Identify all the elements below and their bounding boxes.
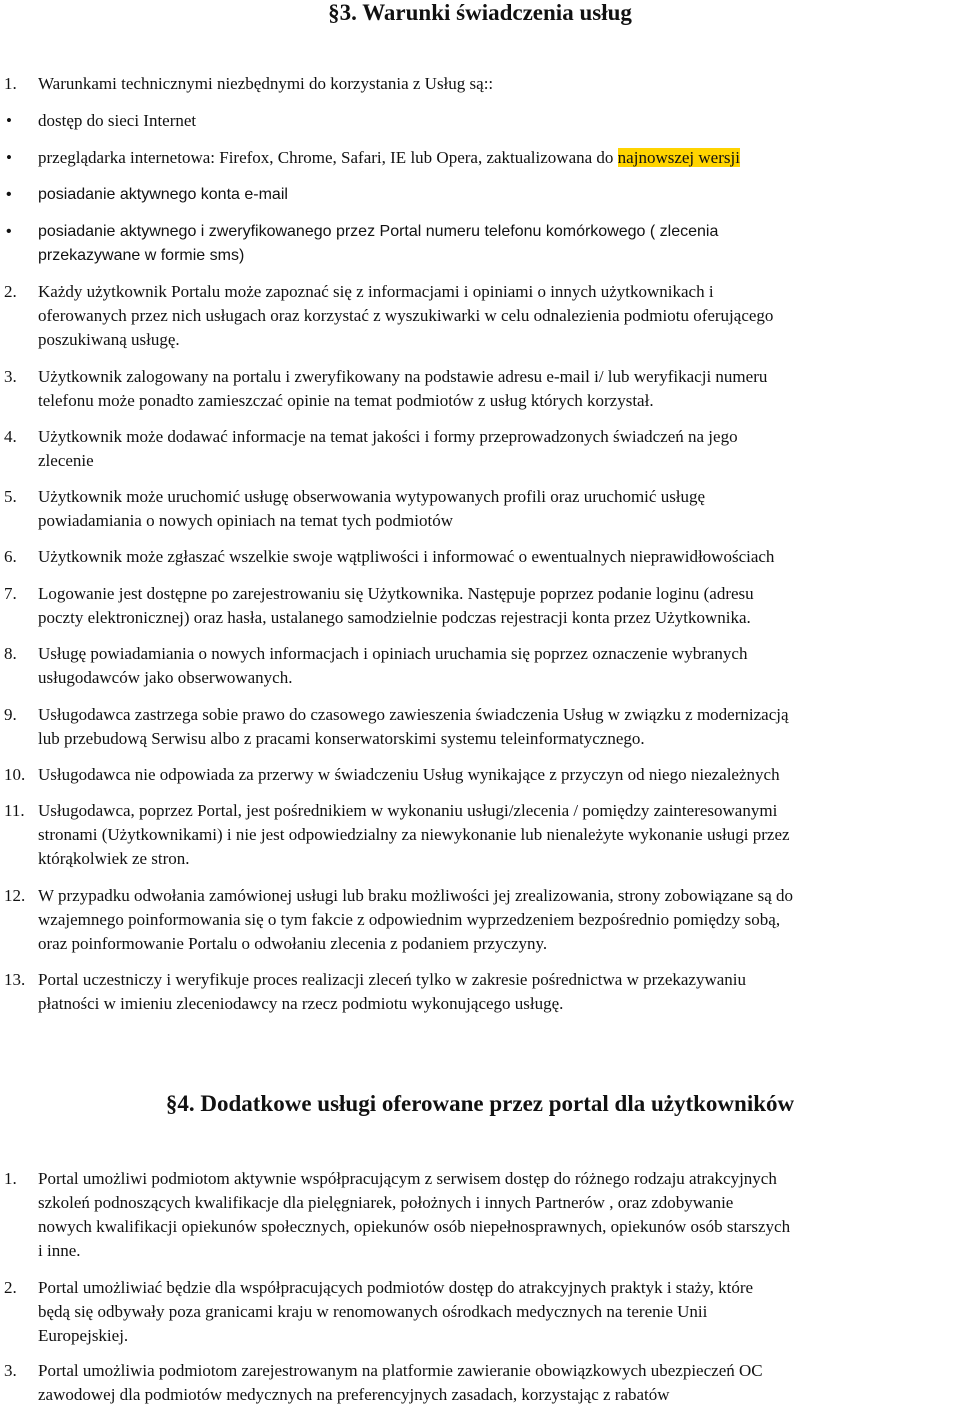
item-number: 3. (4, 1361, 17, 1380)
item-text: stronami (Użytkownikami) i nie jest odpowiedzialny za niewykonanie lub nienależyte wykonanie usługi przez (38, 825, 790, 844)
item-text: Użytkownik zalogowany na portalu i zweryfikowany na podstawie adresu e-mail i/ lub weryfikacji numeru (38, 367, 768, 386)
item-text: poszukiwaną usługę. (38, 330, 180, 349)
item-text: lub przebudową Serwisu albo z pracami konserwatorskimi systemu teleinformatycznego. (38, 729, 645, 748)
item-text: oferowanych przez nich usługach oraz korzystać z wyszukiwarki w celu odnalezienia podmiotu oferującego (38, 306, 774, 325)
item-number: 1. (4, 74, 17, 93)
item-number: 13. (4, 970, 26, 989)
item-text: Użytkownik może dodawać informacje na temat jakości i formy przeprowadzonych świadczeń na jego (38, 427, 738, 446)
item-text: W przypadku odwołania zamówionej usługi lub braku możliwości jej zrealizowania, strony zobowiązane są do (38, 886, 794, 905)
item-number: 2. (4, 282, 17, 301)
item-number: 9. (4, 705, 17, 724)
item-text: którąkolwiek ze stron. (38, 849, 190, 868)
item-text: Logowanie jest dostępne po zarejestrowaniu się Użytkownika. Następuje poprzez podanie loginu (adresu (38, 584, 754, 603)
item-number: 6. (4, 547, 17, 566)
item-text: wzajemnego poinformowania się o tym fakcie z odpowiednim wyprzedzeniem bezpośrednio pomiędzy sobą, (38, 910, 781, 929)
item-text: Usługodawca, poprzez Portal, jest pośrednikiem w wykonaniu usługi/zlecenia / pomiędzy zainteresowanymi (38, 801, 778, 820)
item-text: usługodawców jako obserwowanych. (38, 668, 293, 687)
item-text: Usługodawca zastrzega sobie prawo do czasowego zawieszenia świadczenia Usług w związku z modernizacją (38, 705, 789, 724)
item-text: powiadamiania o nowych opiniach na temat tych podmiotów (38, 511, 453, 530)
item-text: nowych kwalifikacji opiekunów społecznych, opiekunów osób niepełnosprawnych, opiekunów osób starszych (38, 1217, 791, 1236)
item-text: i inne. (38, 1241, 81, 1260)
item-number: 8. (4, 644, 17, 663)
item-text: oraz poinformowanie Portalu o odwołaniu zlecenia z podaniem przyczyny. (38, 934, 548, 953)
bullet-text: przekazywane w formie sms) (38, 247, 245, 264)
item-number: 1. (4, 1169, 17, 1188)
item-text: będą się odbywały poza granicami kraju w renomowanych ośrodkach medycznych na terenie Unii (38, 1302, 708, 1321)
bullet-text: posiadanie aktywnego i zweryfikowanego przez Portal numeru telefonu komórkowego ( zlecenia (38, 223, 719, 240)
bullet-icon: • (6, 223, 12, 240)
item-text: Usługę powiadamiania o nowych informacjach i opiniach uruchamia się poprzez oznaczenie wybranych (38, 644, 748, 663)
item-text: Każdy użytkownik Portalu może zapoznać się z informacjami i opiniami o innych użytkownikach i (38, 282, 714, 301)
item-text: Usługodawca nie odpowiada za przerwy w świadczeniu Usług wynikające z przyczyn od niego niezależnych (38, 765, 780, 784)
bullet-icon: • (6, 111, 12, 130)
item-text: Portal umożliwia podmiotom zarejestrowanym na platformie zawieranie obowiązkowych ubezpieczeń OC (38, 1361, 763, 1380)
section4-title: §4. Dodatkowe usługi oferowane przez portal dla użytkowników (165, 1091, 795, 1116)
item-text: poczty elektronicznej) oraz hasła, ustalanego samodzielnie podczas rejestracji konta przez Użytkownika. (38, 608, 751, 627)
item-text: zawodowej dla podmiotów medycznych na preferencyjnych zasadach, korzystając z rabatów (38, 1385, 670, 1404)
item-text: Europejskiej. (38, 1326, 129, 1345)
item-text: Portal uczestniczy i weryfikuje proces realizacji zleceń tylko w zakresie pośrednictwa w przekazywaniu (38, 970, 747, 989)
item-number: 7. (4, 584, 17, 603)
item-number: 11. (4, 801, 25, 820)
section3-title: §3. Warunki świadczenia usług (328, 0, 632, 25)
item-text: zlecenie (38, 451, 94, 470)
item-text: płatności w imieniu zleceniodawcy na rzecz podmiotu wykonującego usługę. (38, 994, 564, 1013)
item-text: Użytkownik może uruchomić usługę obserwowania wytypowanych profili oraz uruchomić usługę (38, 487, 706, 506)
item-number: 10. (4, 765, 26, 784)
item-number: 5. (4, 487, 17, 506)
item-number: 12. (4, 886, 26, 905)
bullet-icon: • (6, 148, 12, 167)
highlighted-text: najnowszej wersji (617, 148, 740, 167)
bullet-icon: • (6, 186, 12, 203)
item-text: Użytkownik może zgłaszać wszelkie swoje wątpliwości i informować o ewentualnych nieprawidłowościach (38, 547, 775, 566)
item-number: 3. (4, 367, 17, 386)
item-text: Warunkami technicznymi niezbędnymi do korzystania z Usług są:: (38, 74, 494, 93)
item-text: telefonu może ponadto zamieszczać opinie na temat podmiotów z usług których korzystał. (38, 391, 654, 410)
item-number: 4. (4, 427, 17, 446)
bullet-text: posiadanie aktywnego konta e-mail (38, 186, 288, 203)
bullet-text: przeglądarka internetowa: Firefox, Chrome, Safari, IE lub Opera, zaktualizowana do (38, 148, 618, 167)
item-number: 2. (4, 1278, 17, 1297)
bullet-text: dostęp do sieci Internet (38, 111, 197, 130)
item-text: Portal umożliwi podmiotom aktywnie współpracującym z serwisem dostęp do różnego rodzaju atrakcyjnych (38, 1169, 777, 1188)
item-text: szkoleń podnoszących kwalifikacje dla pielęgniarek, położnych i innych Partnerów , oraz zdobywanie (38, 1193, 734, 1212)
item-text: Portal umożliwiać będzie dla współpracujących podmiotów dostęp do atrakcyjnych praktyk i staży, które (38, 1278, 754, 1297)
